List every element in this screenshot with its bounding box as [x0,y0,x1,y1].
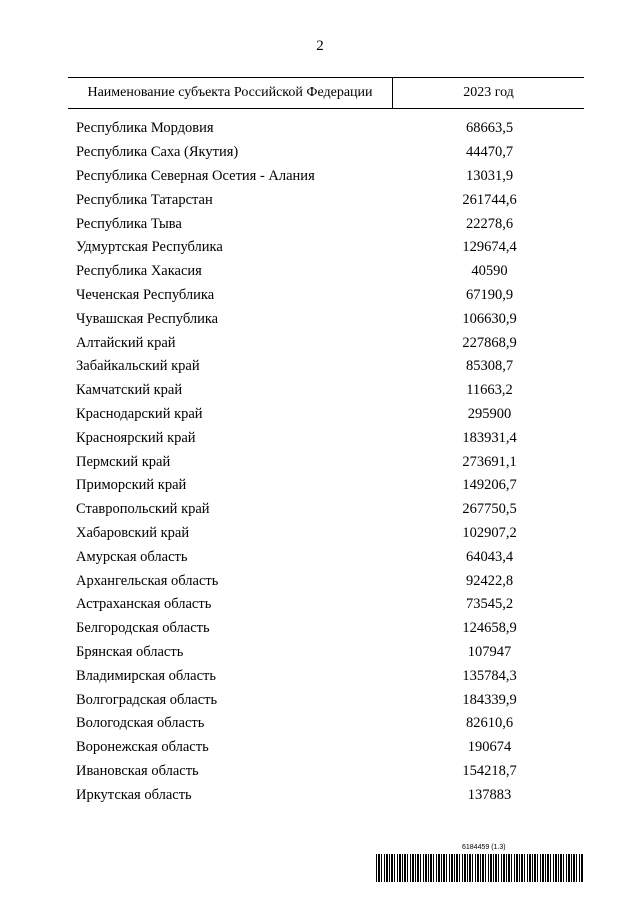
subject-name-cell: Чеченская Республика [76,286,215,303]
value-2023-cell: 68663,5 [465,120,514,137]
table-row [76,426,586,450]
subject-name-cell: Иркутская область [76,786,192,803]
subject-name-cell: Камчатский край [76,382,183,399]
value-2023-cell: 135784,3 [462,667,517,684]
subject-name-cell: Хабаровский край [76,524,190,541]
subject-name-cell: Астраханская область [76,596,212,613]
subject-name-cell: Брянская область [76,643,184,660]
value-2023-cell: 85308,7 [465,358,514,375]
value-2023-cell: 82610,6 [465,715,514,732]
barcode-caption: 6184459 (1.3) [462,844,506,851]
value-2023-cell: 137883 [467,786,512,803]
table-row [76,165,586,189]
subject-name-cell: Ивановская область [76,762,199,779]
value-2023-cell: 183931,4 [462,429,517,446]
table-row [76,212,586,236]
value-2023-cell: 154218,7 [462,762,517,779]
table-row [76,522,586,546]
value-2023-cell: 106630,9 [462,310,517,327]
column-header-year: 2023 год [463,85,514,100]
table-row [76,379,586,403]
value-2023-cell: 149206,7 [462,477,517,494]
value-2023-cell: 73545,2 [465,596,514,613]
table-row [76,236,586,260]
subject-name-cell: Вологодская область [76,715,205,732]
subject-name-cell: Республика Татарстан [76,191,213,208]
subject-name-cell: Ставропольский край [76,501,210,518]
subject-name-cell: Чувашская Республика [76,310,219,327]
table-row [76,188,586,212]
value-2023-cell: 92422,8 [465,572,514,589]
table-row [76,736,586,760]
page-number: 2 [316,38,324,54]
table-row [76,284,586,308]
value-2023-cell: 273691,1 [462,453,517,470]
value-2023-cell: 11663,2 [466,382,513,399]
table-row [76,474,586,498]
table-row [76,783,586,807]
value-2023-cell: 40590 [471,263,508,280]
table-header [68,77,584,109]
table-row [76,498,586,522]
table-row [76,641,586,665]
table-row [76,141,586,165]
table-row [76,664,586,688]
table-body [76,117,586,807]
value-2023-cell: 124658,9 [462,620,517,637]
subject-name-cell: Красноярский край [76,429,196,446]
subject-name-cell: Республика Тыва [76,215,182,232]
barcode-icon [376,854,584,882]
subject-name-cell: Удмуртская Республика [76,239,223,256]
subject-name-cell: Архангельская область [76,572,219,589]
table-row [76,307,586,331]
subject-name-cell: Волгоградская область [76,691,218,708]
table-row [76,260,586,284]
table-row [76,331,586,355]
document-barcode [376,844,584,884]
table-row [76,117,586,141]
subject-name-cell: Амурская область [76,548,188,565]
value-2023-cell: 190674 [467,739,512,756]
table-row [76,403,586,427]
subject-name-cell: Приморский край [76,477,187,494]
value-2023-cell: 44470,7 [465,144,514,161]
value-2023-cell: 267750,5 [462,501,517,518]
column-header-subject-name: Наименование субъекта Российской Федерации [68,78,393,108]
value-2023-cell: 102907,2 [462,524,517,541]
table-row [76,593,586,617]
value-2023-cell: 67190,9 [465,286,514,303]
subject-name-cell: Краснодарский край [76,405,203,422]
table-row [76,355,586,379]
subject-name-cell: Алтайский край [76,334,176,351]
table-row [76,545,586,569]
subject-name-cell: Республика Северная Осетия - Алания [76,167,315,184]
table-row [76,617,586,641]
subject-name-cell: Забайкальский край [76,358,200,375]
value-2023-cell: 13031,9 [465,167,514,184]
value-2023-cell: 295900 [467,405,512,422]
value-2023-cell: 22278,6 [465,215,514,232]
value-2023-cell: 261744,6 [462,191,517,208]
subject-name-cell: Республика Саха (Якутия) [76,144,239,161]
table-row [76,569,586,593]
value-2023-cell: 107947 [467,643,512,660]
subject-name-cell: Воронежская область [76,739,209,756]
value-2023-cell: 227868,9 [462,334,517,351]
subject-name-cell: Республика Хакасия [76,263,202,280]
table-row [76,760,586,784]
table-row [76,712,586,736]
value-2023-cell: 129674,4 [462,239,517,256]
subject-name-cell: Владимирская область [76,667,216,684]
subject-name-cell: Пермский край [76,453,171,470]
value-2023-cell: 64043,4 [465,548,514,565]
value-2023-cell: 184339,9 [462,691,517,708]
table-row [76,688,586,712]
subject-name-cell: Белгородская область [76,620,210,637]
subject-name-cell: Республика Мордовия [76,120,214,137]
table-row [76,450,586,474]
